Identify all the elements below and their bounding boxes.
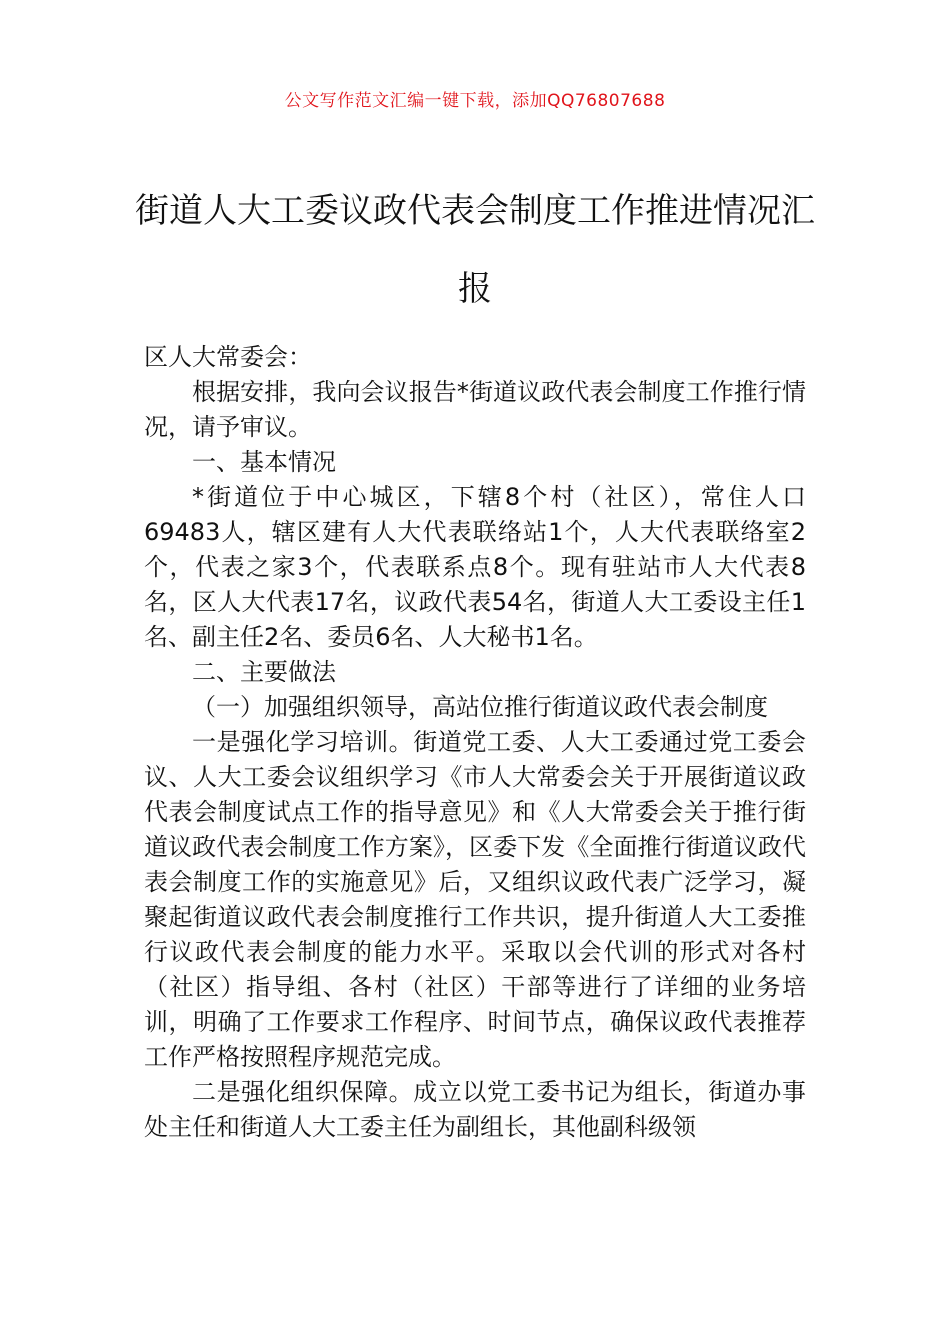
paragraph-intro: 根据安排，我向会议报告*街道议政代表会制度工作推行情况，请予审议。: [144, 378, 806, 441]
salutation: 区人大常委会：: [144, 343, 312, 371]
paragraph-basic-info: *街道位于中心城区，下辖8个村（社区），常住人口69483人，辖区建有人大代表联络站1个，人大代表联络室2个，代表之家3个，代表联系点8个。现有驻站市人大代表8名，区人大代表17名，议政代表54名，街道人大工委设主任1名、副主任2名、委员6名、人大秘书1名。: [144, 483, 806, 651]
document-body: [144, 340, 806, 1145]
section-heading-1: 一、基本情况: [192, 448, 336, 476]
subsection-heading-1: （一）加强组织领导，高站位推行街道议政代表会制度: [192, 693, 768, 721]
section-heading-2: 二、主要做法: [192, 658, 336, 686]
document-title: 街道人大工委议政代表会制度工作推进情况汇报: [135, 191, 815, 309]
paragraph-training: 一是强化学习培训。街道党工委、人大工委通过党工委会议、人大工委会议组织学习《市人大常委会关于开展街道议政代表会制度试点工作的指导意见》和《人大常委会关于推行街道议政代表会制度工作方案》，区委下发《全面推行街道议政代表会制度工作的实施意见》后，又组织议政代表广泛学习，凝聚起街道议政代表会制度推行工作共识，提升街道人大工委推行议政代表会制度的能力水平。采取以会代训的形式对各村（社区）指导组、各村（社区）干部等进行了详细的业务培训，明确了工作要求工作程序、时间节点，确保议政代表推荐工作严格按照程序规范完成。: [144, 728, 806, 1071]
download-banner: 公文写作范文汇编一键下载，添加QQ76807688: [284, 91, 666, 111]
paragraph-organization: 二是强化组织保障。成立以党工委书记为组长，街道办事处主任和街道人大工委主任为副组长，其他副科级领: [144, 1078, 806, 1141]
